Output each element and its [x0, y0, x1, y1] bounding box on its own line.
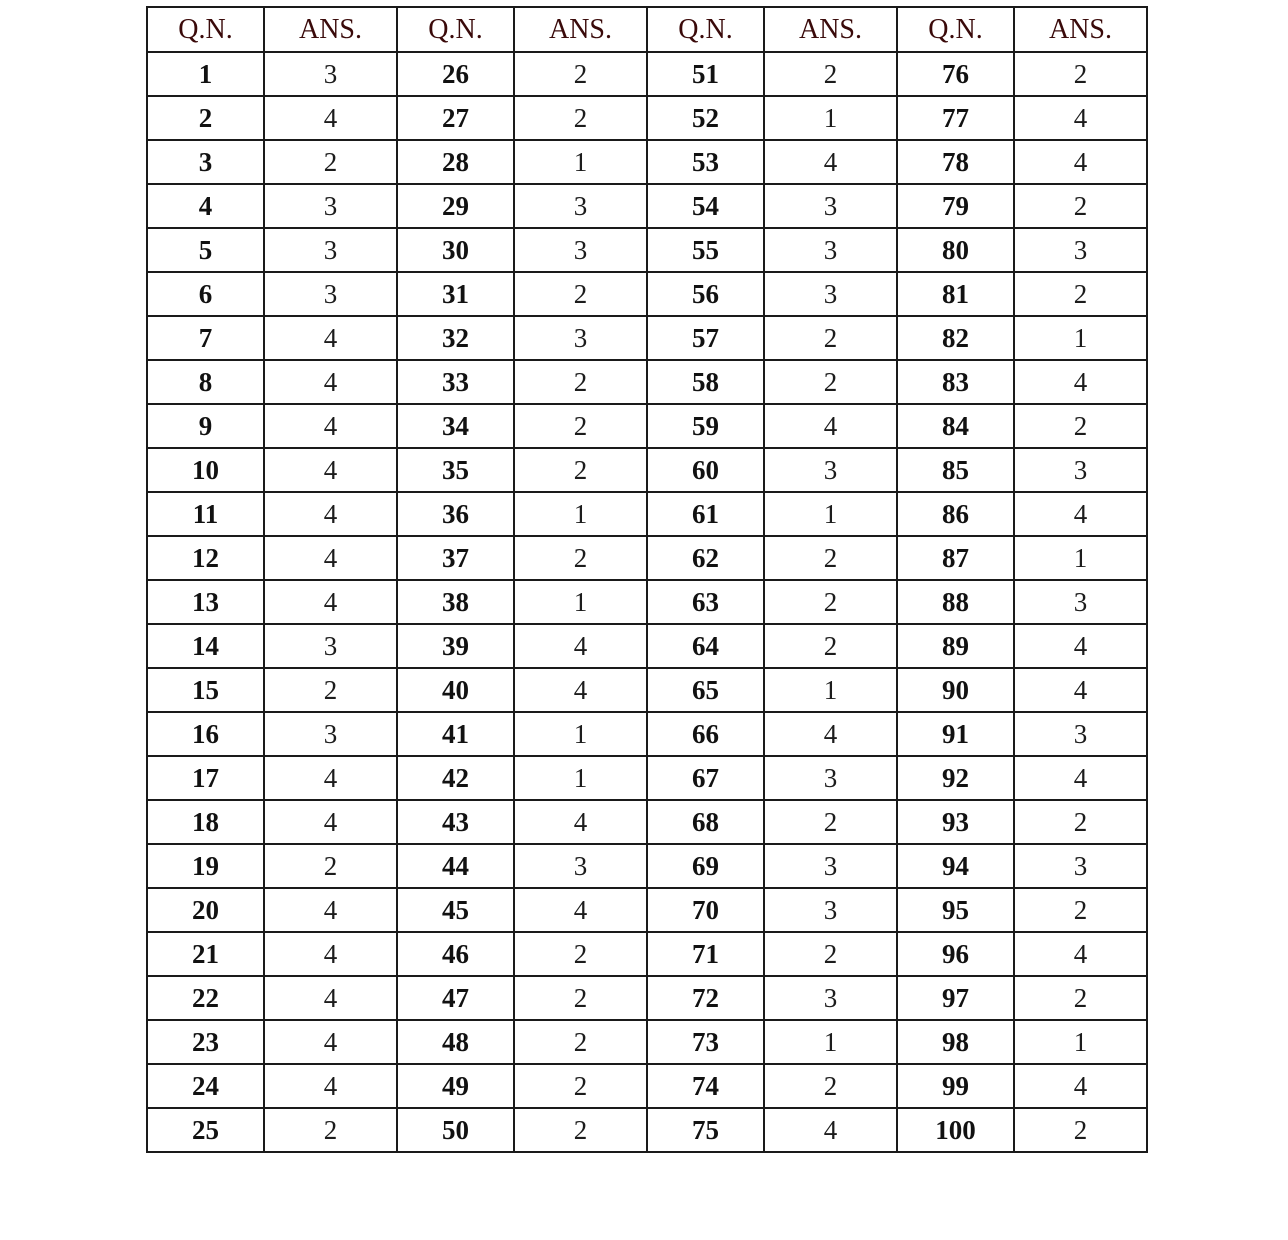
question-number-cell: 83 — [897, 360, 1014, 404]
question-number-cell: 1 — [147, 52, 264, 96]
answer-cell: 1 — [764, 1020, 897, 1064]
question-number-cell: 25 — [147, 1108, 264, 1152]
answer-cell: 2 — [264, 844, 397, 888]
answer-cell: 3 — [264, 272, 397, 316]
table-row — [147, 624, 1147, 668]
answer-cell: 4 — [514, 888, 647, 932]
answer-cell: 1 — [1014, 536, 1147, 580]
question-number-cell: 38 — [397, 580, 514, 624]
question-number-cell: 78 — [897, 140, 1014, 184]
answer-cell: 4 — [1014, 756, 1147, 800]
question-number-cell: 4 — [147, 184, 264, 228]
answer-cell: 3 — [764, 184, 897, 228]
answer-cell: 2 — [514, 448, 647, 492]
question-number-cell: 67 — [647, 756, 764, 800]
column-header-answer: ANS. — [1014, 7, 1147, 52]
answer-cell: 4 — [264, 536, 397, 580]
question-number-cell: 90 — [897, 668, 1014, 712]
question-number-cell: 30 — [397, 228, 514, 272]
question-number-cell: 32 — [397, 316, 514, 360]
answer-cell: 1 — [764, 668, 897, 712]
question-number-cell: 9 — [147, 404, 264, 448]
question-number-cell: 20 — [147, 888, 264, 932]
answer-cell: 4 — [514, 624, 647, 668]
answer-cell: 4 — [264, 800, 397, 844]
table-row — [147, 668, 1147, 712]
answer-cell: 2 — [514, 404, 647, 448]
answer-cell: 4 — [264, 96, 397, 140]
question-number-cell: 41 — [397, 712, 514, 756]
table-row — [147, 1020, 1147, 1064]
answer-cell: 4 — [264, 1020, 397, 1064]
answer-cell: 2 — [1014, 1108, 1147, 1152]
question-number-cell: 21 — [147, 932, 264, 976]
question-number-cell: 84 — [897, 404, 1014, 448]
answer-cell: 4 — [264, 360, 397, 404]
answer-cell: 2 — [264, 140, 397, 184]
table-row — [147, 1108, 1147, 1152]
answer-cell: 2 — [764, 580, 897, 624]
answer-cell: 4 — [264, 404, 397, 448]
answer-cell: 4 — [764, 140, 897, 184]
answer-cell: 3 — [514, 184, 647, 228]
answer-cell: 3 — [1014, 228, 1147, 272]
answer-cell: 1 — [764, 96, 897, 140]
answer-cell: 3 — [764, 756, 897, 800]
answer-cell: 2 — [514, 96, 647, 140]
answer-cell: 3 — [514, 844, 647, 888]
table-row — [147, 1064, 1147, 1108]
question-number-cell: 100 — [897, 1108, 1014, 1152]
answer-cell: 1 — [514, 756, 647, 800]
question-number-cell: 58 — [647, 360, 764, 404]
question-number-cell: 2 — [147, 96, 264, 140]
answer-cell: 1 — [764, 492, 897, 536]
question-number-cell: 68 — [647, 800, 764, 844]
question-number-cell: 75 — [647, 1108, 764, 1152]
answer-cell: 3 — [764, 272, 897, 316]
answer-cell: 1 — [1014, 1020, 1147, 1064]
question-number-cell: 99 — [897, 1064, 1014, 1108]
answer-cell: 4 — [764, 404, 897, 448]
answer-cell: 4 — [264, 932, 397, 976]
question-number-cell: 48 — [397, 1020, 514, 1064]
table-row — [147, 800, 1147, 844]
question-number-cell: 74 — [647, 1064, 764, 1108]
question-number-cell: 12 — [147, 536, 264, 580]
table-row — [147, 844, 1147, 888]
answer-cell: 4 — [514, 668, 647, 712]
question-number-cell: 70 — [647, 888, 764, 932]
header-row — [147, 7, 1147, 52]
answer-cell: 4 — [764, 1108, 897, 1152]
table-row — [147, 580, 1147, 624]
answer-cell: 2 — [1014, 404, 1147, 448]
answer-cell: 1 — [1014, 316, 1147, 360]
question-number-cell: 37 — [397, 536, 514, 580]
question-number-cell: 62 — [647, 536, 764, 580]
answer-cell: 2 — [1014, 800, 1147, 844]
question-number-cell: 71 — [647, 932, 764, 976]
question-number-cell: 49 — [397, 1064, 514, 1108]
question-number-cell: 43 — [397, 800, 514, 844]
answer-cell: 2 — [514, 360, 647, 404]
table-row — [147, 316, 1147, 360]
question-number-cell: 53 — [647, 140, 764, 184]
answer-cell: 2 — [1014, 184, 1147, 228]
question-number-cell: 52 — [647, 96, 764, 140]
question-number-cell: 33 — [397, 360, 514, 404]
table-row — [147, 228, 1147, 272]
answer-cell: 3 — [264, 712, 397, 756]
column-header-answer: ANS. — [764, 7, 897, 52]
answer-cell: 4 — [1014, 1064, 1147, 1108]
answer-cell: 2 — [514, 52, 647, 96]
question-number-cell: 66 — [647, 712, 764, 756]
question-number-cell: 60 — [647, 448, 764, 492]
table-row — [147, 712, 1147, 756]
answer-cell: 2 — [514, 1108, 647, 1152]
answer-cell: 4 — [264, 492, 397, 536]
table-row — [147, 52, 1147, 96]
answer-cell: 2 — [764, 316, 897, 360]
question-number-cell: 97 — [897, 976, 1014, 1020]
question-number-cell: 92 — [897, 756, 1014, 800]
answer-cell: 4 — [1014, 140, 1147, 184]
column-header-answer: ANS. — [264, 7, 397, 52]
question-number-cell: 39 — [397, 624, 514, 668]
answer-cell: 2 — [764, 932, 897, 976]
question-number-cell: 19 — [147, 844, 264, 888]
question-number-cell: 81 — [897, 272, 1014, 316]
answer-cell: 4 — [1014, 360, 1147, 404]
answer-cell: 1 — [514, 712, 647, 756]
question-number-cell: 8 — [147, 360, 264, 404]
answer-cell: 3 — [1014, 844, 1147, 888]
question-number-cell: 98 — [897, 1020, 1014, 1064]
answer-cell: 1 — [514, 580, 647, 624]
column-header-question-number: Q.N. — [897, 7, 1014, 52]
column-header-question-number: Q.N. — [397, 7, 514, 52]
question-number-cell: 57 — [647, 316, 764, 360]
answer-cell: 4 — [514, 800, 647, 844]
answer-cell: 3 — [264, 624, 397, 668]
question-number-cell: 23 — [147, 1020, 264, 1064]
question-number-cell: 31 — [397, 272, 514, 316]
answer-cell: 3 — [1014, 448, 1147, 492]
question-number-cell: 69 — [647, 844, 764, 888]
answer-cell: 3 — [764, 976, 897, 1020]
question-number-cell: 96 — [897, 932, 1014, 976]
question-number-cell: 28 — [397, 140, 514, 184]
question-number-cell: 65 — [647, 668, 764, 712]
question-number-cell: 55 — [647, 228, 764, 272]
answer-cell: 2 — [1014, 52, 1147, 96]
question-number-cell: 26 — [397, 52, 514, 96]
question-number-cell: 51 — [647, 52, 764, 96]
answer-cell: 2 — [764, 800, 897, 844]
answer-cell: 4 — [264, 580, 397, 624]
answer-cell: 4 — [1014, 492, 1147, 536]
answer-cell: 2 — [514, 536, 647, 580]
question-number-cell: 63 — [647, 580, 764, 624]
question-number-cell: 46 — [397, 932, 514, 976]
answer-cell: 2 — [764, 536, 897, 580]
answer-cell: 3 — [514, 316, 647, 360]
question-number-cell: 36 — [397, 492, 514, 536]
question-number-cell: 91 — [897, 712, 1014, 756]
question-number-cell: 3 — [147, 140, 264, 184]
question-number-cell: 22 — [147, 976, 264, 1020]
answer-cell: 2 — [514, 272, 647, 316]
question-number-cell: 77 — [897, 96, 1014, 140]
question-number-cell: 27 — [397, 96, 514, 140]
table-row — [147, 96, 1147, 140]
answer-cell: 3 — [764, 844, 897, 888]
question-number-cell: 29 — [397, 184, 514, 228]
table-row — [147, 756, 1147, 800]
answer-cell: 4 — [264, 888, 397, 932]
answer-cell: 3 — [1014, 712, 1147, 756]
answer-cell: 4 — [264, 448, 397, 492]
answer-cell: 3 — [514, 228, 647, 272]
column-header-question-number: Q.N. — [647, 7, 764, 52]
question-number-cell: 54 — [647, 184, 764, 228]
table-row — [147, 448, 1147, 492]
question-number-cell: 61 — [647, 492, 764, 536]
answer-cell: 4 — [764, 712, 897, 756]
answer-cell: 2 — [514, 1020, 647, 1064]
answer-cell: 3 — [764, 448, 897, 492]
question-number-cell: 87 — [897, 536, 1014, 580]
question-number-cell: 89 — [897, 624, 1014, 668]
question-number-cell: 47 — [397, 976, 514, 1020]
answer-cell: 2 — [1014, 976, 1147, 1020]
question-number-cell: 18 — [147, 800, 264, 844]
question-number-cell: 45 — [397, 888, 514, 932]
table-row — [147, 404, 1147, 448]
question-number-cell: 50 — [397, 1108, 514, 1152]
answer-cell: 4 — [1014, 668, 1147, 712]
question-number-cell: 79 — [897, 184, 1014, 228]
question-number-cell: 44 — [397, 844, 514, 888]
question-number-cell: 35 — [397, 448, 514, 492]
answer-cell: 2 — [764, 624, 897, 668]
answer-cell: 4 — [264, 1064, 397, 1108]
question-number-cell: 85 — [897, 448, 1014, 492]
question-number-cell: 82 — [897, 316, 1014, 360]
question-number-cell: 76 — [897, 52, 1014, 96]
answer-cell: 2 — [264, 668, 397, 712]
table-row — [147, 184, 1147, 228]
answer-cell: 2 — [764, 1064, 897, 1108]
answer-cell: 2 — [514, 932, 647, 976]
question-number-cell: 17 — [147, 756, 264, 800]
question-number-cell: 56 — [647, 272, 764, 316]
question-number-cell: 94 — [897, 844, 1014, 888]
column-header-question-number: Q.N. — [147, 7, 264, 52]
question-number-cell: 93 — [897, 800, 1014, 844]
question-number-cell: 6 — [147, 272, 264, 316]
answer-cell: 2 — [764, 360, 897, 404]
question-number-cell: 10 — [147, 448, 264, 492]
table-row — [147, 140, 1147, 184]
question-number-cell: 64 — [647, 624, 764, 668]
table-row — [147, 976, 1147, 1020]
answer-cell: 4 — [1014, 96, 1147, 140]
column-header-answer: ANS. — [514, 7, 647, 52]
question-number-cell: 86 — [897, 492, 1014, 536]
answer-cell: 4 — [1014, 932, 1147, 976]
answer-key-table — [146, 6, 1148, 1153]
answer-cell: 4 — [264, 976, 397, 1020]
answer-cell: 4 — [264, 316, 397, 360]
answer-cell: 3 — [264, 228, 397, 272]
answer-cell: 3 — [764, 228, 897, 272]
table-row — [147, 888, 1147, 932]
answer-cell: 4 — [264, 756, 397, 800]
answer-cell: 3 — [264, 184, 397, 228]
answer-cell: 3 — [264, 52, 397, 96]
answer-cell: 1 — [514, 492, 647, 536]
answer-cell: 2 — [1014, 888, 1147, 932]
table-row — [147, 492, 1147, 536]
question-number-cell: 80 — [897, 228, 1014, 272]
answer-cell: 3 — [1014, 580, 1147, 624]
question-number-cell: 73 — [647, 1020, 764, 1064]
answer-cell: 1 — [514, 140, 647, 184]
question-number-cell: 95 — [897, 888, 1014, 932]
question-number-cell: 24 — [147, 1064, 264, 1108]
table-row — [147, 536, 1147, 580]
table-row — [147, 272, 1147, 316]
question-number-cell: 7 — [147, 316, 264, 360]
question-number-cell: 5 — [147, 228, 264, 272]
question-number-cell: 34 — [397, 404, 514, 448]
question-number-cell: 40 — [397, 668, 514, 712]
table-row — [147, 932, 1147, 976]
question-number-cell: 16 — [147, 712, 264, 756]
question-number-cell: 42 — [397, 756, 514, 800]
answer-cell: 2 — [514, 976, 647, 1020]
question-number-cell: 13 — [147, 580, 264, 624]
question-number-cell: 11 — [147, 492, 264, 536]
answer-cell: 2 — [764, 52, 897, 96]
question-number-cell: 15 — [147, 668, 264, 712]
table-body — [147, 52, 1147, 1152]
question-number-cell: 88 — [897, 580, 1014, 624]
answer-cell: 2 — [514, 1064, 647, 1108]
table-row — [147, 360, 1147, 404]
answer-cell: 4 — [1014, 624, 1147, 668]
answer-cell: 3 — [764, 888, 897, 932]
question-number-cell: 72 — [647, 976, 764, 1020]
answer-cell: 2 — [1014, 272, 1147, 316]
question-number-cell: 59 — [647, 404, 764, 448]
question-number-cell: 14 — [147, 624, 264, 668]
answer-cell: 2 — [264, 1108, 397, 1152]
